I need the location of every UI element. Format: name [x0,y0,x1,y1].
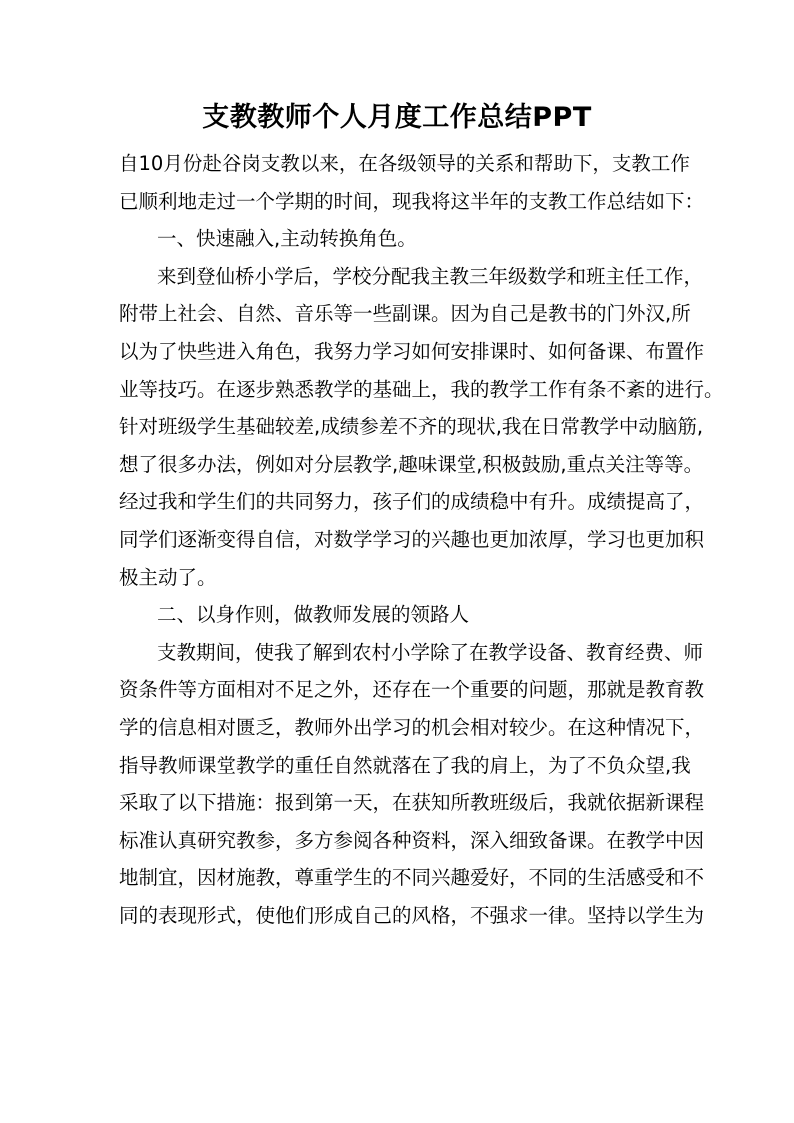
body-line: 来到登仙桥小学后，学校分配我主教三年级数学和班主任工作， [157,264,704,288]
body-line: 自10月份赴谷岗支教以来，在各级领导的关系和帮助下，支教工作 [119,152,690,175]
document-title: 支教教师个人月度工作总结PPT [202,102,592,133]
body-line: 资条件等方面相对不足之外，还存在一个重要的问题，那就是教育教 [119,678,705,702]
body-line: 想了很多办法，例如对分层教学,趣味课堂,积极鼓励,重点关注等等。 [119,452,704,476]
body-line: 经过我和学生们的共同努力，孩子们的成绩稳中有升。成绩提高了， [119,490,705,514]
body-line: 以为了快些进入角色，我努力学习如何安排课时、如何备课、布置作 [119,339,705,363]
body-line: 指导教师课堂教学的重任自然就落在了我的肩上，为了不负众望,我 [119,753,691,777]
body-line: 采取了以下措施：报到第一天，在获知所教班级后，我就依据新课程 [119,791,705,815]
body-line: 附带上社会、自然、音乐等一些副课。因为自己是教书的门外汉,所 [119,302,691,326]
body-line: 学的信息相对匮乏，教师外出学习的机会相对较少。在这种情况下， [119,715,705,739]
body-line: 支教期间，使我了解到农村小学除了在教学设备、教育经费、师 [157,640,704,664]
body-line: 同学们逐渐变得自信，对数学学习的兴趣也更加浓厚，学习也更加积 [119,527,705,551]
body-line: 极主动了。 [119,565,217,589]
body-line: 地制宜，因材施教，尊重学生的不同兴趣爱好，不同的生活感受和不 [119,866,705,890]
section-heading-2: 二、以身作则，做教师发展的领路人 [157,603,470,627]
body-line: 针对班级学生基础较差,成绩参差不齐的现状,我在日常教学中动脑筋, [119,415,704,439]
document-body [119,145,724,934]
section-heading-1: 一、快速融入,主动转换角色。 [157,227,417,251]
body-line: 标准认真研究教参，多方参阅各种资料，深入细致备课。在教学中因 [119,828,705,852]
body-line: 已顺利地走过一个学期的时间，现我将这半年的支教工作总结如下： [119,189,705,213]
body-line: 同的表现形式，使他们形成自己的风格，不强求一律。坚持以学生为 [119,903,705,927]
body-line: 业等技巧。在逐步熟悉教学的基础上，我的教学工作有条不紊的进行。 [119,377,724,401]
